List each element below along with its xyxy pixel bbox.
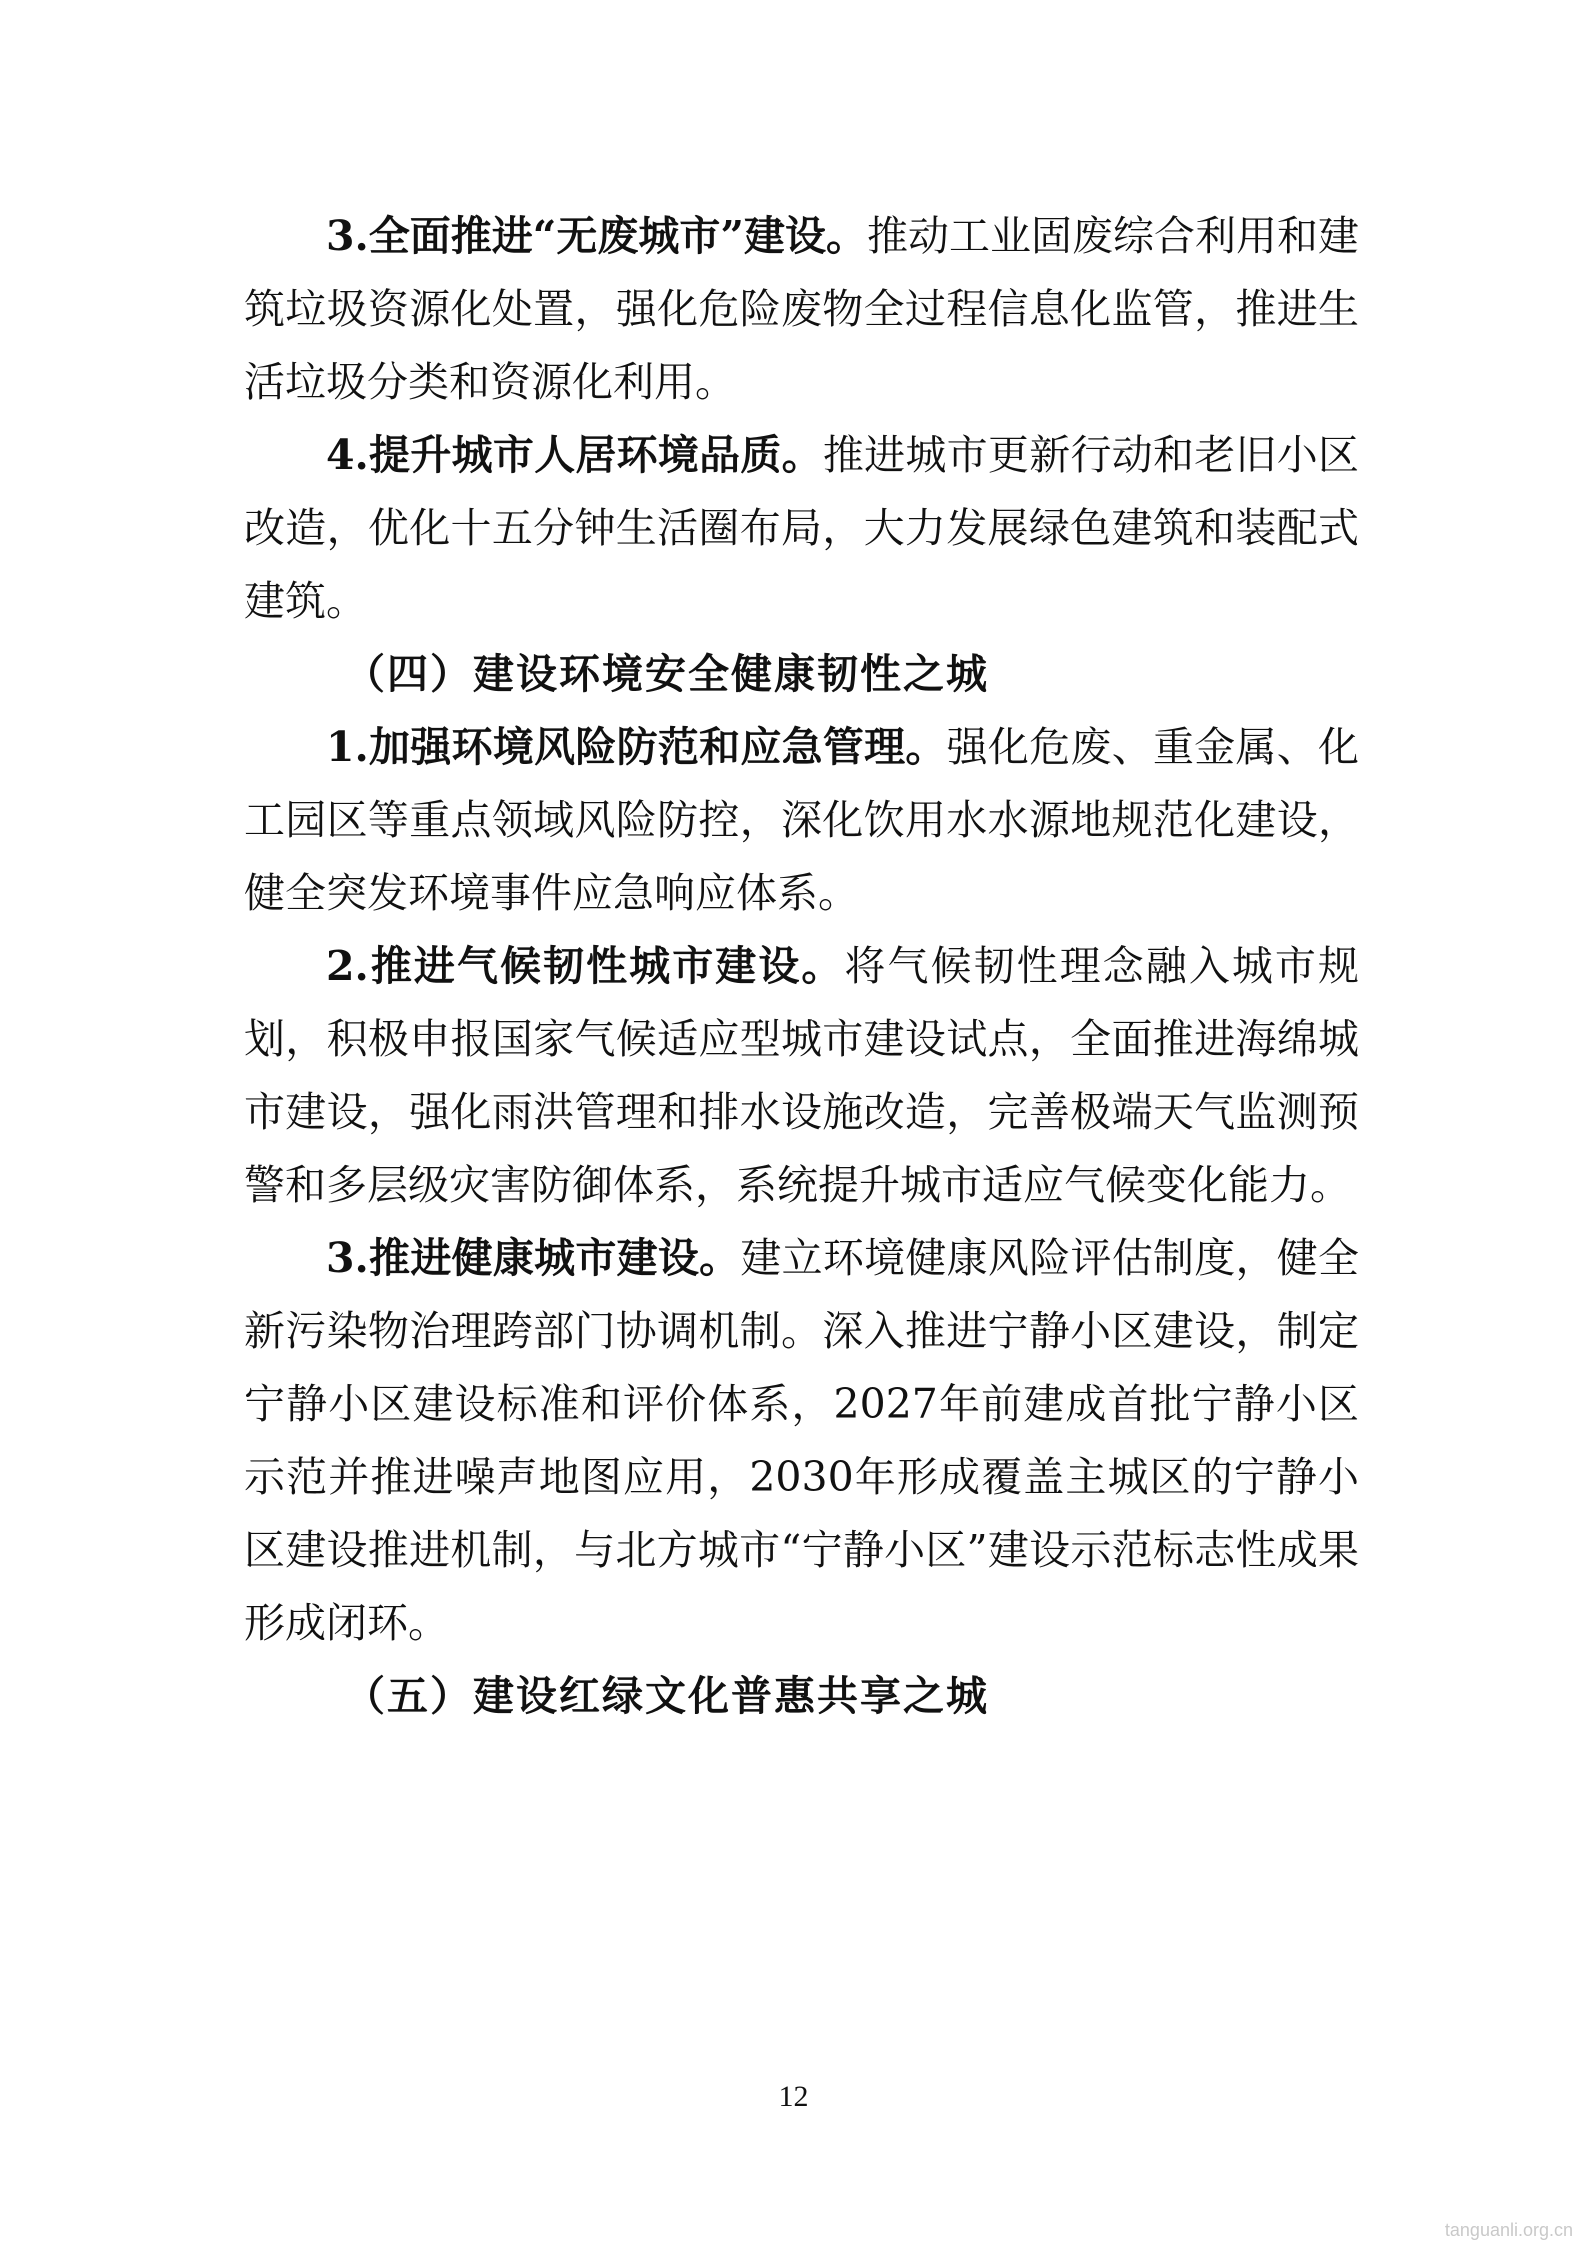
document-body	[244, 200, 1359, 1733]
section-heading-five: （五）建设红绿文化普惠共享之城	[344, 1672, 989, 1720]
paragraph-wufei-city	[244, 200, 1359, 419]
paragraph-healthy-city	[244, 1222, 1359, 1660]
paragraph-text: 强化危废、重金属、化工园区等重点领域风险防控，深化饮用水水源地规范化建设，健全突发环境事件应急响应体系。	[244, 723, 1359, 917]
paragraph-lead: 4.提升城市人居环境品质。	[326, 431, 823, 479]
paragraph-living-environment	[244, 419, 1359, 638]
paragraph-text: 将气候韧性理念融入城市规划，积极申报国家气候适应型城市建设试点，全面推进海绵城市建设，强化雨洪管理和排水设施改造，完善极端天气监测预警和多层级灾害防御体系，系统提升城市适应气候变化能力。	[244, 942, 1359, 1209]
paragraph-risk-management	[244, 711, 1359, 930]
paragraph-lead: 2.推进气候韧性城市建设。	[326, 942, 845, 990]
paragraph-text: 建立环境健康风险评估制度，健全新污染物治理跨部门协调机制。深入推进宁静小区建设，制定宁静小区建设标准和评价体系，2027年前建成首批宁静小区示范并推进噪声地图应用，2030年形成覆盖主城区的宁静小区建设推进机制，与北方城市“宁静小区”建设示范标志性成果形成闭环。	[244, 1234, 1359, 1647]
page-number: 12	[778, 2080, 809, 2113]
paragraph-lead: 3.推进健康城市建设。	[326, 1234, 741, 1282]
paragraph-text: 推进城市更新行动和老旧小区改造，优化十五分钟生活圈布局，大力发展绿色建筑和装配式建筑。	[244, 431, 1359, 625]
paragraph-text: 推动工业固废综合利用和建筑垃圾资源化处置，强化危险废物全过程信息化监管，推进生活垃圾分类和资源化利用。	[244, 212, 1359, 406]
paragraph-lead: 1.加强环境风险防范和应急管理。	[326, 723, 947, 771]
watermark-text: tanguanli.org.cn	[1444, 2220, 1573, 2240]
section-heading-four: （四）建设环境安全健康韧性之城	[344, 650, 989, 698]
paragraph-climate-resilience	[244, 930, 1359, 1222]
paragraph-lead: 3.全面推进“无废城市”建设。	[326, 212, 867, 260]
